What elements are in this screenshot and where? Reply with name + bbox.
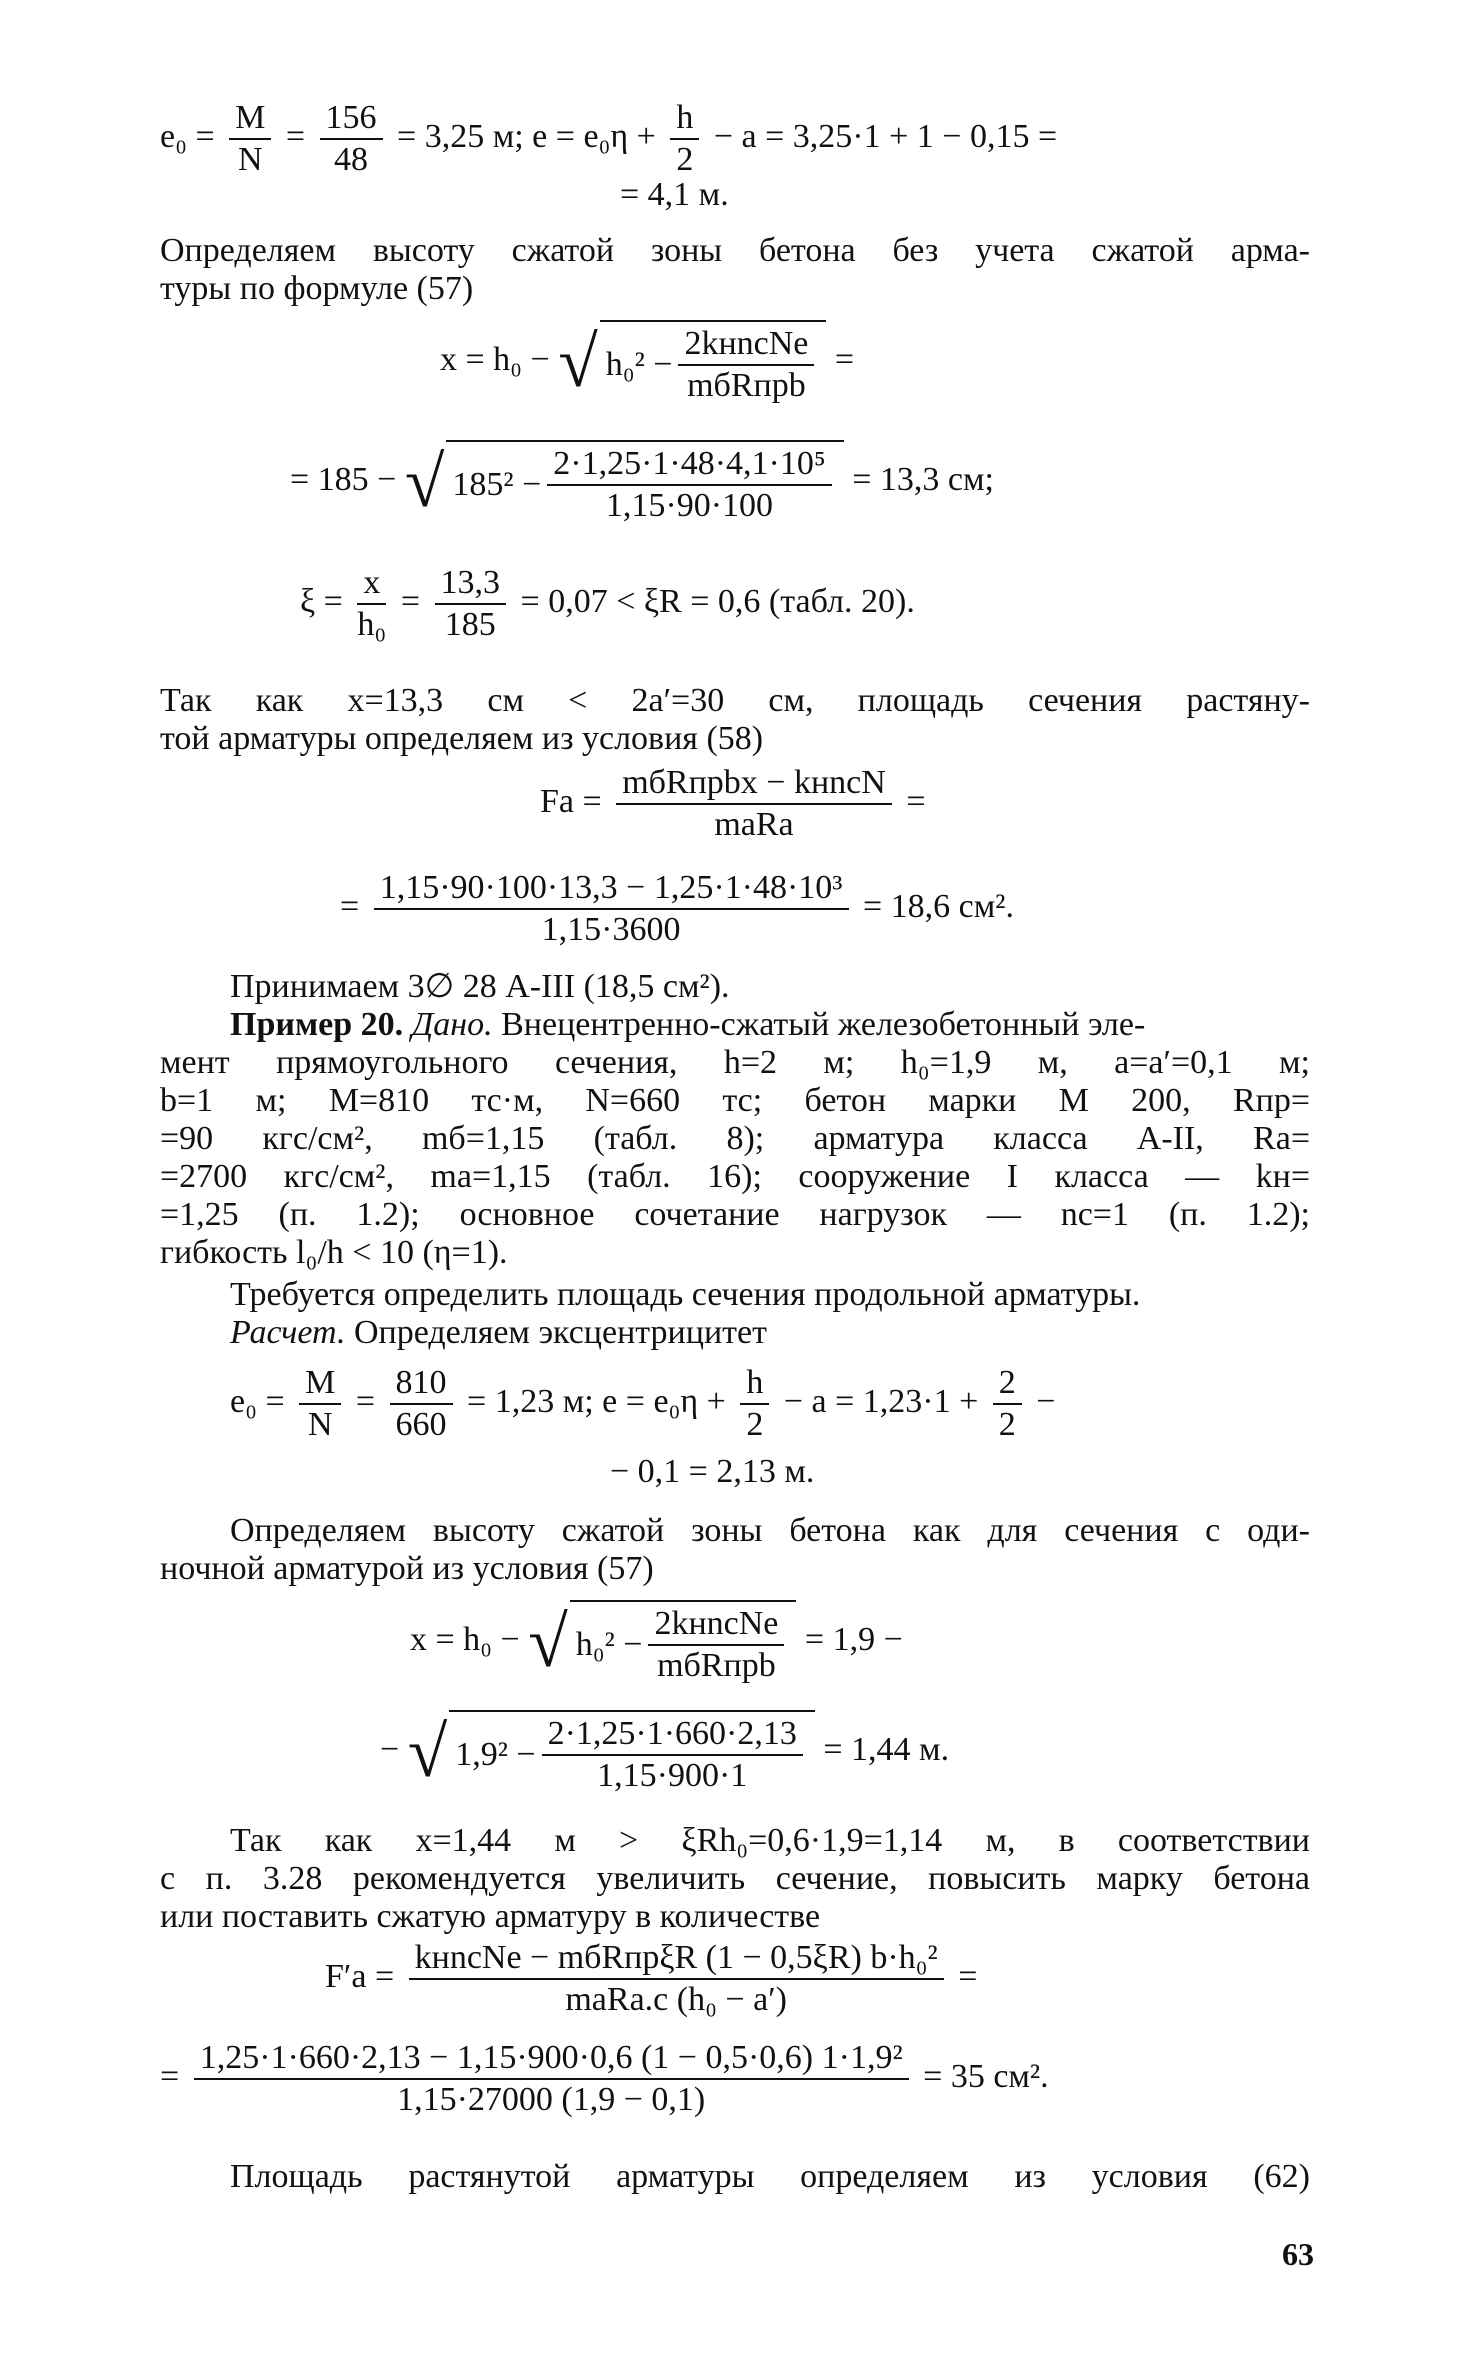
paragraph-line: =90 кгс/см², mб=1,15 (табл. 8); арматура класса А-II, Ra= <box>160 1120 1310 1157</box>
fraction: $\frac{h}{2}$ <box>670 100 699 178</box>
paragraph-line: туры по формуле (57) <box>160 270 474 307</box>
paragraph-line: Так как x=1,44 м > ξRh₀=0,6·1,9=1,14 м, в соответствии <box>230 1822 1310 1859</box>
paragraph-line: или поставить сжатую арматуру в количестве <box>160 1898 821 1935</box>
paragraph-line: той арматуры определяем из условия (58) <box>160 720 764 757</box>
paragraph-line: Принимаем 3∅ 28 А-III (18,5 см²). <box>230 968 730 1005</box>
formula-line: = 4,1 м. <box>620 176 729 213</box>
paragraph-line: с п. 3.28 рекомендуется увеличить сечение, повысить марку бетона <box>160 1860 1310 1897</box>
formula-x-numeric: = 185 − √ 185² − $\frac{\text{2·1,25·1·48·4,1·10⁵}}{1,15\cdot 90\cdot 100}$ = 13,3 см; <box>290 442 994 524</box>
paragraph-line: =2700 кгс/см², ma=1,15 (табл. 16); сооружение I класса — kн= <box>160 1158 1310 1195</box>
paragraph-line: Определяем высоту сжатой зоны бетона без учета сжатой арма- <box>160 232 1310 269</box>
sqrt: √ 1,9² − $\frac{2\cdot 1,25\cdot 1\cdot 660\cdot 2,13}{1,15\cdot 900\cdot 1}$ <box>408 1710 815 1794</box>
formula-Fa-numeric: = $\frac{\text{1,15·90·100·13,3 − 1,25·1·48·10³}}{1,15\cdot 3600}$ = 18,6 см². <box>340 869 1014 948</box>
formula-Fa: Fа = $\frac{\text{mбRпрbx − kнncN}}{\text{maRa}}$ = <box>540 764 926 843</box>
paragraph-line: мент прямоугольного сечения, h=2 м; h₀=1,9 м, a=a′=0,1 м; <box>160 1044 1310 1081</box>
example-heading-line: Пример 20. Дано. Внецентренно-сжатый железобетонный эле- <box>230 1006 1146 1043</box>
paragraph-line: Определяем высоту сжатой зоны бетона как для сечения с оди- <box>230 1512 1310 1549</box>
formula-Fa-prime-numeric: = $\frac{\text{1,25·1·660·2,13 − 1,15·900·0,6 (1 − 0,5·0,6) 1·1,9²}}{1,15\cdot 27000 (1,9 - 0,1)}$ = 35 см². <box>160 2039 1049 2118</box>
sqrt: √ h₀² − $\frac{\text{2kнncNe}}{\text{mбRпрb}}$ <box>528 1600 796 1684</box>
fraction: $\frac{156}{48}$ <box>320 100 383 178</box>
formula-Fa-prime: F′a = $\frac{\text{kнncNe − mбRпрξR (1 − 0,5ξR) b·h₀²}}{\text{maRa.c (h₀ − a′)}}$ = <box>325 1939 978 2018</box>
sqrt: √ 185² − $\frac{\text{2·1,25·1·48·4,1·10⁵}}{1,15\cdot 90\cdot 100}$ <box>405 440 844 524</box>
formula-x-2-numeric: − √ 1,9² − $\frac{2\cdot 1,25\cdot 1\cdot 660\cdot 2,13}{1,15\cdot 900\cdot 1}$ = 1,44 м. <box>380 1712 950 1794</box>
formula-eccentricity-2: e₀ = $\frac{M}{N}$ = $\frac{810}{660}$ = 1,23 м; e = e₀η + $\frac{h}{2}$ − a = 1,23·1 + $\frac{2}{2}$ − <box>230 1364 1056 1443</box>
formula-xi: ξ = $\frac{x}{\text{h₀}}$ = $\frac{13,3}{185}$ = 0,07 < ξR = 0,6 (табл. 20). <box>300 564 915 643</box>
formula-eccentricity-1: e₀ = $\frac{M}{N}$ = $\frac{156}{48}$ = 3,25 м; e = e₀η + $\frac{h}{2}$ − a = 3,25·1 + 1 − 0,15 = <box>160 99 1058 178</box>
sqrt: √ h₀² − $\frac{\text{2kнncNe}}{\text{mбRпрb}}$ <box>558 320 826 404</box>
formula-x: x = h₀ − √ h₀² − $\frac{\text{2kнncNe}}{\text{mбRпрb}}$ = <box>440 322 855 404</box>
paragraph-line: =1,25 (п. 1.2); основное сочетание нагрузок — nc=1 (п. 1.2); <box>160 1196 1310 1233</box>
paragraph-line: b=1 м; M=810 тс·м, N=660 тс; бетон марки М 200, Rпр= <box>160 1082 1310 1119</box>
paragraph-line: Расчет. Определяем эксцентрицитет <box>230 1314 767 1351</box>
paragraph-line: гибкость l₀/h < 10 (η=1). <box>160 1234 508 1271</box>
formula-line: − 0,1 = 2,13 м. <box>610 1453 815 1490</box>
paragraph-line: Требуется определить площадь сечения продольной арматуры. <box>230 1276 1141 1313</box>
paragraph-line: ночной арматурой из условия (57) <box>160 1550 654 1587</box>
formula-x-2: x = h₀ − √ h₀² − $\frac{\text{2kнncNe}}{\text{mбRпрb}}$ = 1,9 − <box>410 1602 903 1684</box>
page-number: 63 <box>1282 2236 1314 2272</box>
fraction: $\frac{M}{N}$ <box>229 100 271 178</box>
paragraph-line: Площадь растянутой арматуры определяем из условия (62) <box>230 2158 1310 2195</box>
paragraph-line: Так как x=13,3 см < 2a′=30 см, площадь сечения растяну- <box>160 682 1310 719</box>
